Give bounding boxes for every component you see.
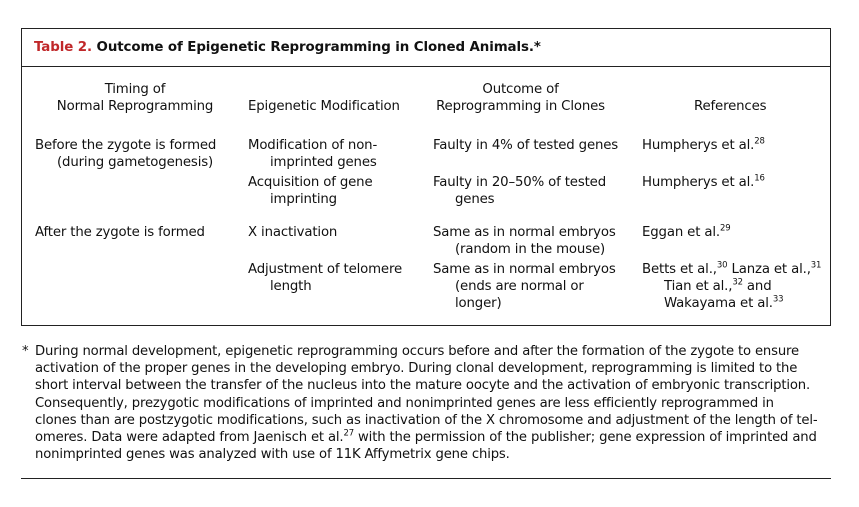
header-timing-line2: Normal Reprogramming xyxy=(56,99,214,114)
row4-ref-text3: Tian et al., xyxy=(664,279,733,294)
row4-outcome-line3: longer) xyxy=(455,296,502,311)
table-title xyxy=(34,40,541,55)
header-modification-text: Epigenetic Modification xyxy=(248,99,400,114)
header-modification xyxy=(248,98,400,115)
row2-references-line1 xyxy=(642,174,765,191)
footnote-line6-a: omeres. Data were adapted from Jaenisch et al. xyxy=(35,430,344,446)
row4-outcome xyxy=(433,261,616,312)
row4-references xyxy=(642,261,821,312)
row1-timing-line1: Before the zygote is formed xyxy=(35,138,217,153)
row1-modification xyxy=(248,137,377,171)
row4-ref-number2: 31 xyxy=(810,260,822,271)
row3-modification-line1: X inactivation xyxy=(248,225,338,240)
footnote-line7: nonimprinted genes was analyzed with use of 11K Affymetrix gene chips. xyxy=(35,447,510,463)
footnote-mark: * xyxy=(22,344,29,359)
row3-ref-number: 29 xyxy=(719,223,731,234)
row1-outcome-line1: Faulty in 4% of tested genes xyxy=(433,138,619,153)
header-outcome-line1: Outcome of xyxy=(482,82,559,97)
row2-ref-number: 16 xyxy=(754,173,765,184)
header-outcome xyxy=(433,81,608,115)
row2-ref-text: Humpherys et al. xyxy=(642,175,755,190)
row1-outcome xyxy=(433,137,618,154)
row2-outcome-line2: genes xyxy=(455,192,495,207)
table-footnote xyxy=(21,343,831,463)
footnote-line6 xyxy=(35,429,831,446)
header-timing xyxy=(50,81,220,115)
row1-timing xyxy=(35,137,216,171)
footnote-text xyxy=(35,343,831,463)
row3-outcome-line1: Same as in normal embryos xyxy=(433,225,616,240)
row1-ref-text: Humpherys et al. xyxy=(642,138,755,153)
row4-modification-line1: Adjustment of telomere xyxy=(248,262,403,277)
row1-timing-line2: (during gametogenesis) xyxy=(57,155,214,170)
footnote-line4: Consequently, prezygotic modifications of imprinted and nonimprinted genes are less efficiently reprogrammed in xyxy=(35,395,774,411)
row4-ref-and: and xyxy=(742,279,772,294)
row3-references-line1 xyxy=(642,224,731,241)
row4-outcome-line2: (ends are normal or xyxy=(455,279,584,294)
row2-modification-line1: Acquisition of gene xyxy=(248,175,373,190)
row4-ref-number3: 32 xyxy=(732,277,743,288)
table-label: Table 2. xyxy=(34,40,92,55)
bottom-rule xyxy=(21,478,831,479)
row3-references xyxy=(642,224,731,241)
row4-ref-text4: Wakayama et al. xyxy=(664,296,773,311)
row3-ref-text: Eggan et al. xyxy=(642,225,720,240)
footnote-line1: During normal development, epigenetic reprogramming occurs before and after the formation of the zygote to ensure xyxy=(35,344,800,359)
footnote-ref-number: 27 xyxy=(343,428,354,439)
table-title-row xyxy=(22,29,830,67)
row3-outcome xyxy=(433,224,616,258)
row4-ref-number4: 33 xyxy=(772,294,784,305)
table-title-text: Outcome of Epigenetic Reprogramming in Cloned Animals.* xyxy=(96,40,541,55)
row4-references-line3 xyxy=(642,295,821,312)
row1-ref-number: 28 xyxy=(754,136,765,147)
header-outcome-line2: Reprogramming in Clones xyxy=(436,99,605,114)
row2-outcome xyxy=(433,174,606,208)
row1-modification-line2: imprinted genes xyxy=(270,155,377,170)
header-references xyxy=(694,98,766,115)
footnote-line2: activation of the proper genes in the developing embryo. During clonal development, reprogramming is limited to the xyxy=(35,361,798,377)
row1-references-line1 xyxy=(642,137,765,154)
row1-references xyxy=(642,137,765,154)
row3-timing-line1: After the zygote is formed xyxy=(35,225,205,240)
row2-modification xyxy=(248,174,372,208)
row4-modification-line2: length xyxy=(270,279,312,294)
footnote-line3: short interval between the transfer of the nucleus into the mature oocyte and the activation of embryonic transcription. xyxy=(35,378,811,394)
row4-modification xyxy=(248,261,402,295)
row4-outcome-line1: Same as in normal embryos xyxy=(433,262,616,277)
row4-references-line2 xyxy=(642,278,821,295)
row3-modification xyxy=(248,224,337,241)
row3-timing xyxy=(35,224,205,241)
table-frame xyxy=(21,28,831,326)
footnote-line5: clones than are postzygotic modifications, such as inactivation of the X chromosome and adjustment of the length of tel- xyxy=(35,412,818,428)
header-timing-line1: Timing of xyxy=(104,82,166,97)
row2-outcome-line1: Faulty in 20–50% of tested xyxy=(433,175,607,190)
row3-outcome-line2: (random in the mouse) xyxy=(455,242,606,257)
row2-modification-line2: imprinting xyxy=(270,192,337,207)
header-references-text: References xyxy=(694,99,767,114)
footnote-line6-b: with the permission of the publisher; gene expression of imprinted and xyxy=(354,430,817,446)
row4-ref-text2: Lanza et al., xyxy=(727,262,811,277)
row4-ref-text1: Betts et al., xyxy=(642,262,717,277)
row4-ref-number1: 30 xyxy=(716,260,728,271)
row1-modification-line1: Modification of non- xyxy=(248,138,378,153)
row4-references-line1 xyxy=(642,261,821,278)
row2-references xyxy=(642,174,765,191)
